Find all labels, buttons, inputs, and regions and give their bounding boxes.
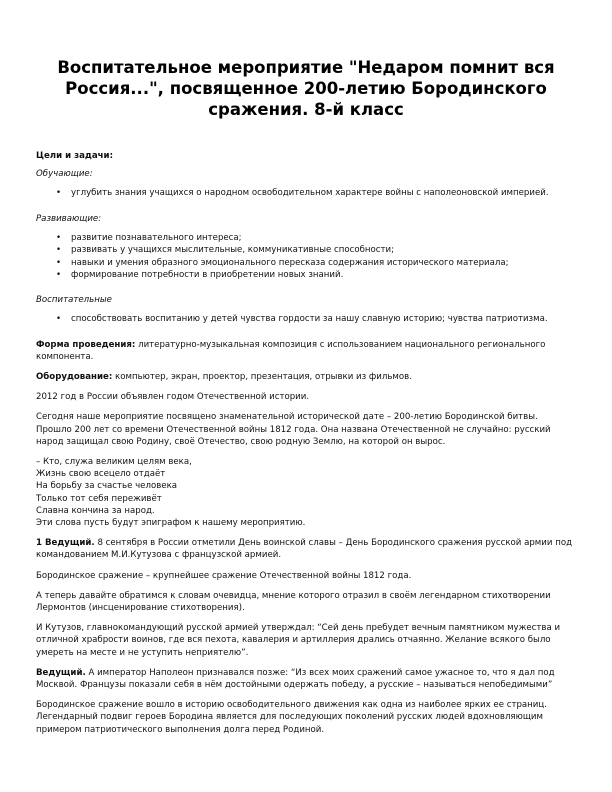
educational-heading: Воспитательные [36, 295, 112, 306]
document-title: Воспитательное мероприятие "Недаром помнит вся Россия...", посвященное 200-летию Бородинского сражения. 8-й класс [57, 58, 555, 120]
developing-heading: Развивающие: [36, 213, 102, 224]
poem-line: Славна кончина за народ. [36, 505, 155, 516]
battle-paragraph: Бородинское сражение – крупнейшее сражение Отечественной войны 1812 года. [36, 570, 412, 581]
poem-line: Эти слова пусть будут эпиграфом к нашему мероприятию. [36, 518, 306, 529]
poem-line: На борьбу за счастье человека [36, 481, 178, 492]
document-body [36, 150, 576, 744]
lead2-text: А император Наполеон признавался позже: “Из всех моих сражений самое ужасное то, что я дал под Москвой. Французы показали себя в нём достойными одержать победу, а русские – называться непобедимыми” [36, 667, 555, 691]
today-paragraph: Сегодня наше мероприятие посвящено знаменательной исторической дате – 200-летию Бородинской битвы. Прошло 200 лет со времени Отечественной войны 1812 года. Она названа Отечественной не случайно: русский народ защищал свою Родину, своё Отечество, свою родную Землю, на которой он вырос. [36, 412, 551, 447]
lead1-label: 1 Ведущий. [36, 538, 95, 549]
final-paragraph: Бородинское сражение вошло в историю освободительного движения как одна из наиболее ярких ее страниц. Легендарный подвиг героев Бородина является для последующих поколений русских людей вдохновляющим примером патриотического выполнения долга перед Родиной. [36, 700, 547, 735]
kutuzov-paragraph: И Кутузов, главнокомандующий русской армией утверждал: “Сей день пребудет вечным памятником мужества и отличной храбрости воинов, где вся пехота, кавалерия и артиллерия дрались отчаянно. Желание всякого было умереть на месте и не уступить неприятелю”. [36, 623, 561, 658]
list-item: • развивать у учащихся мыслительные, коммуникативные способности; [36, 244, 576, 256]
list-item: • способствовать воспитанию у детей чувства гордости за нашу славную историю; чувства патриотизма. [36, 313, 576, 325]
form-text: литературно-музыкальная композиция с использованием национального регионального компонента. [36, 339, 546, 362]
lead1-paragraph [36, 537, 576, 561]
list-item: • формирование потребности в приобретении новых знаний. [36, 269, 576, 281]
lead2-paragraph [36, 667, 576, 691]
year-paragraph: 2012 год в России объявлен годом Отечественной истории. [36, 392, 310, 403]
poem-line: – Кто, служа великим целям века, [36, 457, 192, 468]
equipment-paragraph [36, 371, 576, 383]
witness-paragraph: А теперь давайте обратимся к словам очевидца, мнение которого отразил в своём легендарном стихотворении Лермонтов (инсценирование стихотворения). [36, 590, 551, 614]
list-item: • навыки и умения образного эмоционального пересказа содержания исторического материала; [36, 257, 576, 269]
lead2-label: Ведущий. [36, 667, 86, 678]
teaching-heading: Обучающие: [36, 169, 93, 180]
equipment-text: компьютер, экран, проектор, презентация, отрывки из фильмов. [115, 372, 412, 382]
poem-line: Жизнь свою всецело отдаёт [36, 469, 166, 480]
list-item: • углубить знания учащихся о народном освободительном характере войны с наполеоновской империей. [36, 187, 576, 199]
epigraph-poem [36, 456, 576, 529]
equipment-label: Оборудование: [36, 372, 113, 382]
lead1-text: 8 сентября в России отметили День воинской славы – День Бородинского сражения русской армии под командованием М.И.Кутузова с французской армией. [36, 538, 573, 561]
teaching-list [36, 187, 576, 199]
list-item: • развитие познавательного интереса; [36, 232, 576, 244]
educational-list [36, 313, 576, 325]
developing-list [36, 232, 576, 281]
form-paragraph [36, 339, 576, 363]
form-label: Форма проведения: [36, 339, 136, 350]
poem-line: Только тот себя переживёт [36, 493, 162, 504]
goals-heading: Цели и задачи: [36, 151, 114, 161]
